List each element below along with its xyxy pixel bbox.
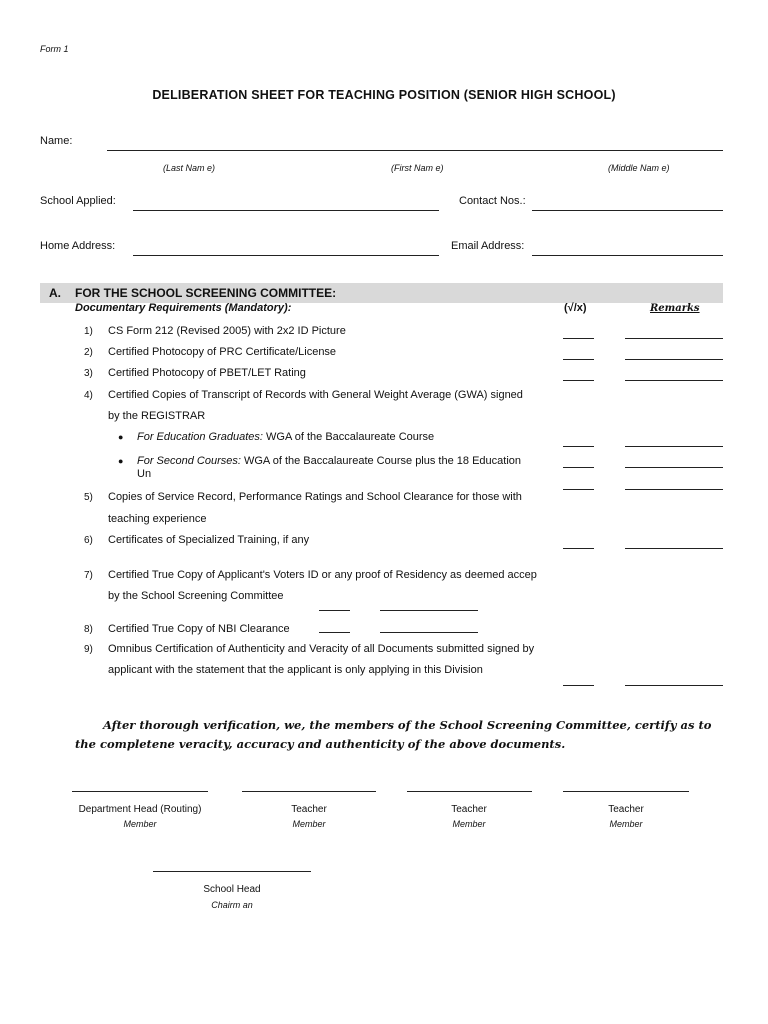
signatory-role: Member	[609, 819, 643, 829]
check-field-line[interactable]	[319, 632, 350, 633]
remarks-field-line[interactable]	[625, 446, 723, 447]
requirement-item: Certified True Copy of NBI Clearance	[108, 623, 290, 635]
check-field-line[interactable]	[563, 685, 594, 686]
signatory-role: Member	[292, 819, 326, 829]
school-applied-field-line[interactable]	[133, 210, 439, 211]
bullet-text: WGA of the Baccalaureate Course	[262, 431, 435, 443]
item-number: 4)	[84, 390, 93, 401]
item-number: 5)	[84, 492, 93, 503]
signature-line[interactable]	[407, 791, 532, 792]
bullet-item	[137, 455, 521, 467]
form-number: Form 1	[40, 44, 69, 54]
item-number: 9)	[84, 644, 93, 655]
item-number: 7)	[84, 570, 93, 581]
remarks-field-line[interactable]	[625, 467, 723, 468]
remarks-column-header: Remarks	[650, 303, 700, 314]
signature-line[interactable]	[72, 791, 208, 792]
section-letter: A.	[49, 286, 61, 300]
chairman-name: School Head	[203, 884, 261, 895]
signatory-role: Member	[452, 819, 486, 829]
remarks-field-line[interactable]	[380, 632, 478, 633]
requirement-item: Certified Copies of Transcript of Records with General Weight Average (GWA) signed	[108, 389, 523, 401]
chairman-signature-line[interactable]	[153, 871, 311, 872]
name-label: Name:	[40, 135, 73, 147]
item-number: 8)	[84, 624, 93, 635]
requirement-item: Certificates of Specialized Training, if any	[108, 534, 310, 546]
remarks-field-line[interactable]	[380, 610, 478, 611]
item-number: 6)	[84, 535, 93, 546]
requirement-item: Certified True Copy of Applicant's Voters ID or any proof of Residency as deemed accep	[108, 569, 537, 581]
requirement-item-continued: by the School Screening Committee	[108, 590, 284, 602]
check-column-header: (√/x)	[564, 302, 587, 314]
requirement-item: Omnibus Certification of Authenticity and Veracity of all Documents submitted signed by	[108, 643, 535, 655]
bullet-lead: For Education Graduates:	[137, 431, 263, 443]
last-name-caption: (Last Nam e)	[163, 163, 216, 173]
signature-line[interactable]	[563, 791, 689, 792]
check-field-line[interactable]	[563, 446, 594, 447]
signatory-name: Teacher	[608, 804, 644, 815]
remarks-field-line[interactable]	[625, 548, 723, 549]
requirement-item-continued: teaching experience	[108, 513, 207, 525]
signatory-name: Teacher	[291, 804, 327, 815]
section-title: FOR THE SCHOOL SCREENING COMMITTEE:	[75, 286, 337, 300]
requirement-item: Copies of Service Record, Performance Ratings and School Clearance for those with	[108, 491, 522, 503]
home-address-label: Home Address:	[40, 240, 116, 252]
check-field-line[interactable]	[563, 338, 594, 339]
check-field-line[interactable]	[563, 359, 594, 360]
requirement-item-continued: applicant with the statement that the applicant is only applying in this Division	[108, 664, 483, 676]
contact-field-line[interactable]	[532, 210, 723, 211]
remarks-field-line[interactable]	[625, 489, 723, 490]
requirement-item: Certified Photocopy of PRC Certificate/License	[108, 346, 337, 358]
middle-name-caption: (Middle Nam e)	[608, 163, 670, 173]
check-field-line[interactable]	[563, 548, 594, 549]
check-field-line[interactable]	[563, 380, 594, 381]
name-field-line[interactable]	[107, 150, 723, 151]
requirement-item-continued: by the REGISTRAR	[108, 410, 206, 422]
documentary-requirements-heading: Documentary Requirements (Mandatory):	[75, 302, 292, 314]
check-field-line[interactable]	[563, 489, 594, 490]
bullet-icon: ●	[118, 432, 124, 442]
page-title: DELIBERATION SHEET FOR TEACHING POSITION (SENIOR HIGH SCHOOL)	[152, 88, 616, 102]
item-number: 2)	[84, 347, 93, 358]
certification-text: After thorough verification, we, the members of the School Screening Committee, certify as to the completene veracity, accuracy and authenticity of the above documents.	[75, 718, 712, 751]
bullet-item	[137, 431, 434, 443]
first-name-caption: (First Nam e)	[391, 163, 444, 173]
item-number: 3)	[84, 368, 93, 379]
certification-statement	[75, 716, 715, 754]
section-a-header	[40, 283, 723, 303]
bullet-item-continued: Un	[137, 468, 152, 480]
signatory-name: Department Head (Routing)	[78, 804, 202, 815]
check-field-line[interactable]	[563, 467, 594, 468]
requirement-item: CS Form 212 (Revised 2005) with 2x2 ID Picture	[108, 325, 346, 337]
home-address-field-line[interactable]	[133, 255, 439, 256]
item-number: 1)	[84, 326, 93, 337]
email-label: Email Address:	[451, 240, 525, 252]
signatory-role: Member	[123, 819, 157, 829]
contact-label: Contact Nos.:	[459, 195, 526, 207]
chairman-role: Chairm an	[211, 900, 253, 910]
requirement-item: Certified Photocopy of PBET/LET Rating	[108, 367, 306, 379]
bullet-icon: ●	[118, 456, 124, 466]
check-field-line[interactable]	[319, 610, 350, 611]
bullet-text: WGA of the Baccalaureate Course plus the 18 Education	[240, 455, 521, 467]
remarks-field-line[interactable]	[625, 685, 723, 686]
remarks-field-line[interactable]	[625, 359, 723, 360]
remarks-field-line[interactable]	[625, 380, 723, 381]
school-applied-label: School Applied:	[40, 195, 116, 207]
signature-line[interactable]	[242, 791, 376, 792]
signatory-name: Teacher	[451, 804, 487, 815]
bullet-lead: For Second Courses:	[137, 455, 241, 467]
email-field-line[interactable]	[532, 255, 723, 256]
remarks-field-line[interactable]	[625, 338, 723, 339]
